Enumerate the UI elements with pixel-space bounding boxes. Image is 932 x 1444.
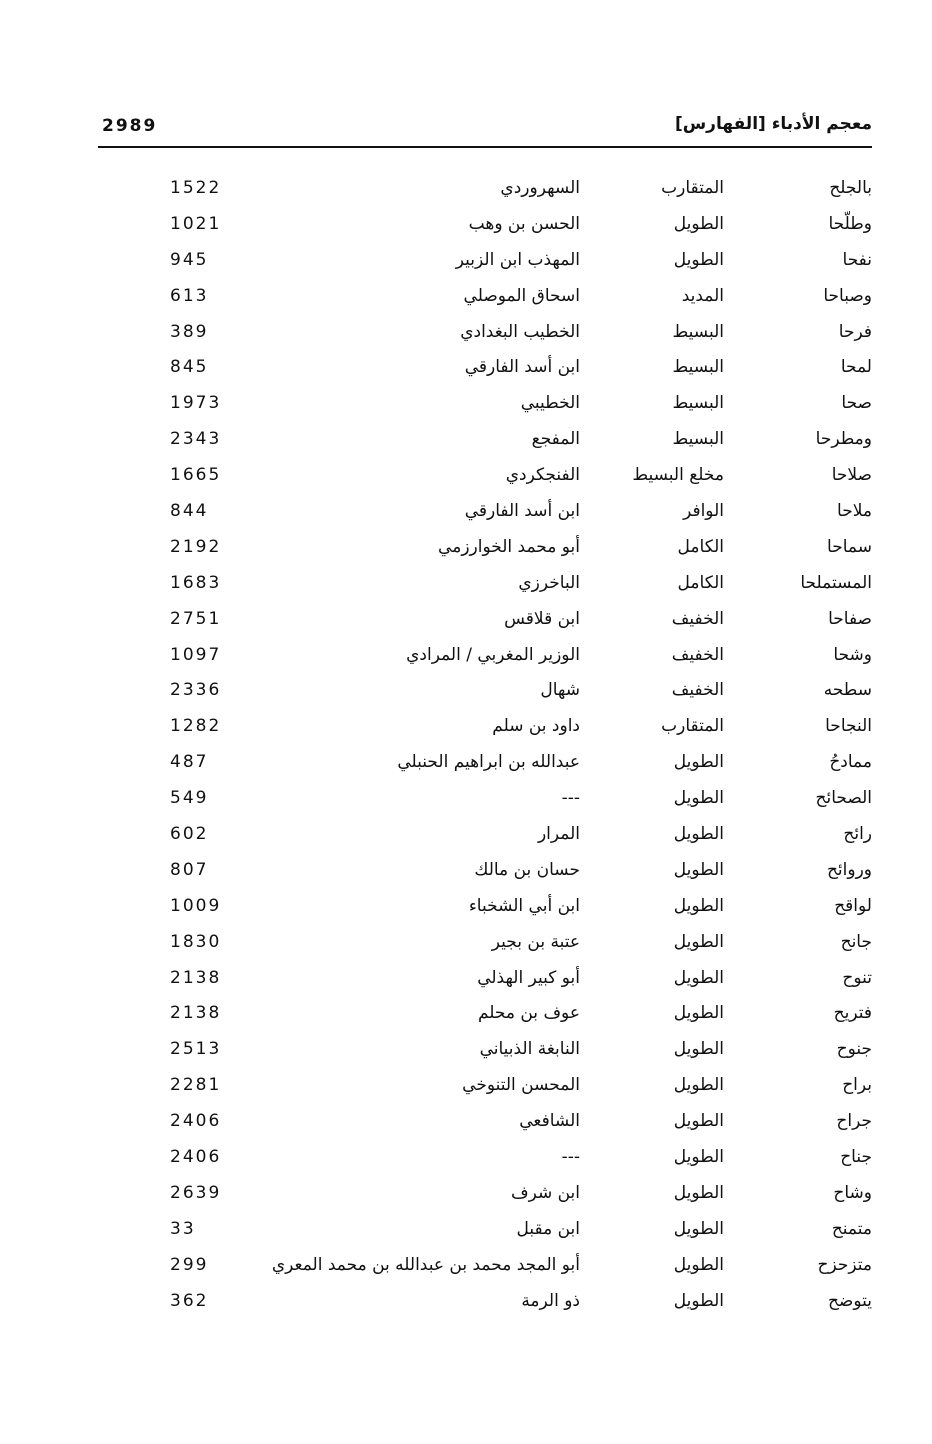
poet-name: شهال <box>540 680 580 701</box>
meter-name: الخفيف <box>671 644 724 665</box>
poet-name: أبو المجد محمد بن عبدالله بن محمد المعري <box>271 1254 580 1275</box>
rhyme-word: ومطرحا <box>815 429 872 450</box>
page-reference: 1009 <box>170 895 222 916</box>
poet-name: اسحاق الموصلي <box>463 285 580 306</box>
poet-name: ابن شرف <box>510 1182 580 1203</box>
running-header <box>98 106 872 148</box>
page-reference: 2406 <box>170 1111 222 1132</box>
rhyme-word: وصباحا <box>823 285 872 306</box>
poet-name: داود بن سلم <box>492 716 580 737</box>
poet-name: عتبة بن بجير <box>491 931 580 952</box>
index-row <box>0 494 932 530</box>
meter-name: المتقارب <box>661 716 724 737</box>
meter-name: الطويل <box>673 1147 724 1168</box>
meter-name: الطويل <box>673 1075 724 1096</box>
meter-name: المديد <box>681 285 724 306</box>
rhyme-word: نفحا <box>842 249 872 270</box>
poet-name: المهذب ابن الزبير <box>455 249 580 270</box>
page-reference: 2138 <box>170 967 222 988</box>
index-row <box>0 817 932 853</box>
page-reference: 807 <box>170 859 209 880</box>
index-row <box>0 243 932 279</box>
poet-name: الشافعي <box>519 1111 580 1132</box>
poet-name: المحسن التنوخي <box>462 1075 580 1096</box>
rhyme-word: ملاحا <box>837 501 872 522</box>
meter-name: البسيط <box>672 357 724 378</box>
rhyme-word: رائح <box>843 824 872 845</box>
rhyme-word: متزحزح <box>817 1254 872 1275</box>
page-reference: 1522 <box>170 178 222 198</box>
page-reference: 2336 <box>170 680 222 701</box>
rhyme-word: بالجلح <box>829 178 872 198</box>
rhyme-word: براح <box>842 1075 872 1096</box>
meter-name: مخلع البسيط <box>632 465 724 486</box>
index-row <box>0 279 932 315</box>
poet-name: الباخرزي <box>518 572 580 593</box>
rhyme-word: جناح <box>840 1147 872 1168</box>
meter-name: الكامل <box>677 572 724 593</box>
page-reference: 1282 <box>170 716 222 737</box>
index-row <box>0 996 932 1032</box>
meter-name: الطويل <box>673 249 724 270</box>
poet-name: المرار <box>537 824 580 845</box>
index-row <box>0 315 932 351</box>
page-reference: 2639 <box>170 1182 222 1203</box>
poet-name: المفجع <box>531 429 580 450</box>
page-reference: 613 <box>170 285 209 306</box>
page-reference: 844 <box>170 501 209 522</box>
page-reference: 299 <box>170 1254 209 1275</box>
rhyme-word: صفاحا <box>828 608 872 629</box>
poet-name: حسان بن مالك <box>474 859 580 880</box>
index-row <box>0 1284 932 1320</box>
meter-name: الخفيف <box>671 608 724 629</box>
meter-name: الطويل <box>673 1254 724 1275</box>
index-row <box>0 1176 932 1212</box>
index-row <box>0 745 932 781</box>
index-row <box>0 1104 932 1140</box>
meter-name: الطويل <box>673 931 724 952</box>
rhyme-word: جراح <box>836 1111 872 1132</box>
rhyme-word: يتوضح <box>827 1290 872 1311</box>
meter-name: الطويل <box>673 1003 724 1024</box>
index-row <box>0 1212 932 1248</box>
poet-name: عبدالله بن ابراهيم الحنبلي <box>397 752 580 773</box>
page-reference: 1973 <box>170 393 222 414</box>
rhyme-word: سماحا <box>827 536 872 557</box>
meter-name: الطويل <box>673 1218 724 1239</box>
rhyme-word: النجاحا <box>825 716 872 737</box>
header-rule <box>98 146 872 148</box>
meter-name: الخفيف <box>671 680 724 701</box>
rhyme-word: الصحائح <box>815 788 872 809</box>
poet-name: ابن أسد الفارقي <box>464 501 580 522</box>
index-row <box>0 566 932 602</box>
meter-name: البسيط <box>672 393 724 414</box>
poet-name: أبو كبير الهذلي <box>477 967 580 988</box>
meter-name: البسيط <box>672 429 724 450</box>
page-reference: 487 <box>170 752 209 773</box>
page-reference: 389 <box>170 321 209 342</box>
index-row <box>0 207 932 243</box>
index-row <box>0 171 932 207</box>
rhyme-word: ممادحُ <box>829 752 872 773</box>
index-row <box>0 422 932 458</box>
page-reference: 1021 <box>170 213 222 234</box>
meter-name: الطويل <box>673 213 724 234</box>
index-row <box>0 709 932 745</box>
poet-name: الوزير المغربي / المرادي <box>406 644 580 665</box>
page-reference: 2751 <box>170 608 222 629</box>
page-reference: 2343 <box>170 429 222 450</box>
index-row <box>0 961 932 997</box>
poet-name: --- <box>561 1147 580 1168</box>
rhyme-word: متمنح <box>831 1218 872 1239</box>
meter-name: الوافر <box>683 501 724 522</box>
page-reference: 549 <box>170 788 209 809</box>
poet-name: الحسن بن وهب <box>468 213 580 234</box>
meter-name: الطويل <box>673 967 724 988</box>
index-row <box>0 350 932 386</box>
index-row <box>0 925 932 961</box>
rhyme-word: لواقح <box>834 895 872 916</box>
page-reference: 2513 <box>170 1039 222 1060</box>
meter-name: الطويل <box>673 752 724 773</box>
rhyme-word: فتريح <box>833 1003 872 1024</box>
page-reference: 602 <box>170 824 209 845</box>
index-row <box>0 853 932 889</box>
index-row <box>0 673 932 709</box>
poet-name: السهروردي <box>500 178 580 198</box>
meter-name: البسيط <box>672 321 724 342</box>
index-row <box>0 1140 932 1176</box>
meter-name: الطويل <box>673 1039 724 1060</box>
poet-name: أبو محمد الخوارزمي <box>438 536 580 557</box>
meter-name: الطويل <box>673 895 724 916</box>
page-reference: 2138 <box>170 1003 222 1024</box>
index-row <box>0 602 932 638</box>
rhyme-word: وطلّحا <box>828 213 872 234</box>
poet-name: --- <box>561 788 580 809</box>
poet-name: النابغة الذبياني <box>479 1039 580 1060</box>
rhyme-word: صحا <box>841 393 872 414</box>
index-row <box>0 458 932 494</box>
page-number: 2989 <box>102 116 158 136</box>
meter-name: الطويل <box>673 1182 724 1203</box>
page-reference: 2281 <box>170 1075 222 1096</box>
poet-name: ذو الرمة <box>521 1290 580 1311</box>
poet-name: عوف بن محلم <box>477 1003 580 1024</box>
rhyme-word: صلاحا <box>831 465 872 486</box>
rhyme-word: جانح <box>840 931 872 952</box>
page-reference: 362 <box>170 1290 209 1311</box>
index-row <box>0 638 932 674</box>
page-reference: 1097 <box>170 644 222 665</box>
rhyme-index-table <box>0 171 932 1320</box>
index-row <box>0 1248 932 1284</box>
poet-name: ابن أسد الفارقي <box>464 357 580 378</box>
meter-name: الكامل <box>677 536 724 557</box>
rhyme-word: جنوح <box>836 1039 872 1060</box>
meter-name: الطويل <box>673 1290 724 1311</box>
index-row <box>0 889 932 925</box>
poet-name: ابن مقبل <box>516 1218 580 1239</box>
meter-name: الطويل <box>673 859 724 880</box>
page-reference: 2192 <box>170 536 222 557</box>
rhyme-word: سطحه <box>823 680 872 701</box>
page-reference: 33 <box>170 1218 196 1239</box>
rhyme-word: وشحا <box>833 644 872 665</box>
meter-name: الطويل <box>673 824 724 845</box>
rhyme-word: المستملحا <box>800 572 872 593</box>
poet-name: الفنجكردي <box>505 465 580 486</box>
index-row <box>0 781 932 817</box>
rhyme-word: لمحا <box>840 357 872 378</box>
page-reference: 1830 <box>170 931 222 952</box>
meter-name: الطويل <box>673 1111 724 1132</box>
poet-name: الخطيب البغدادي <box>460 321 580 342</box>
rhyme-word: تنوح <box>842 967 872 988</box>
index-row <box>0 1068 932 1104</box>
poet-name: الخطيبي <box>520 393 580 414</box>
meter-name: الطويل <box>673 788 724 809</box>
meter-name: المتقارب <box>661 178 724 198</box>
rhyme-word: وشاح <box>833 1182 872 1203</box>
rhyme-word: وروائح <box>826 859 872 880</box>
index-row <box>0 1032 932 1068</box>
poet-name: ابن قلاقس <box>504 608 580 629</box>
page-reference: 845 <box>170 357 209 378</box>
page-reference: 1665 <box>170 465 222 486</box>
page-reference: 1683 <box>170 572 222 593</box>
page-reference: 945 <box>170 249 209 270</box>
book-title: معجم الأدباء [الفهارس] <box>674 114 872 134</box>
poet-name: ابن أبي الشخباء <box>468 895 580 916</box>
rhyme-word: فرحا <box>838 321 872 342</box>
index-row <box>0 386 932 422</box>
page-reference: 2406 <box>170 1147 222 1168</box>
index-row <box>0 530 932 566</box>
